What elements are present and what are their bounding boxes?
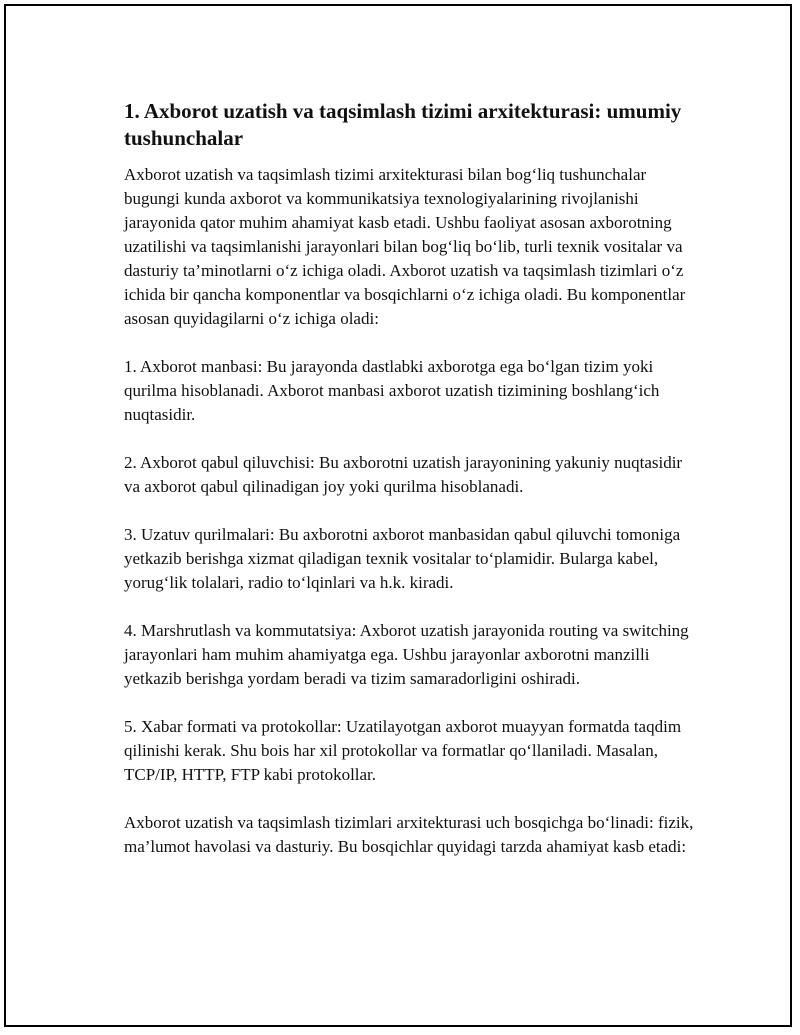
section-heading: 1. Axborot uzatish va taqsimlash tizimi arxitekturasi: umumiy tushunchalar: [124, 99, 682, 150]
list-item-uzatuv-qurilmalari: 3. Uzatuv qurilmalari: Bu axborotni axborot manbasidan qabul qiluvchi tomoniga yetkazib berishga xizmat qiladigan texnik vositalar to‘plamidir. Bularga kabel, yorug‘lik tolalari, radio to‘lqinlari va h.k. kiradi.: [124, 525, 681, 592]
list-item-protokollar: 5. Xabar formati va protokollar: Uzatilayotgan axborot muayyan formatda taqdim qilinishi kerak. Shu bois har xil protokollar va formatlar qo‘llaniladi. Masalan, TCP/IP, HTTP, FTP kabi protokollar.: [124, 717, 682, 784]
list-item-marshrutlash: 4. Marshrutlash va kommutatsiya: Axborot uzatish jarayonida routing va switching jarayonlari ham muhim ahamiyatga ega. Ushbu jarayonlar axborotni manzilli yetkazib berishga yordam beradi va tizim samaradorligini oshiradi.: [124, 621, 689, 688]
list-item-axborot-manbasi: 1. Axborot manbasi: Bu jarayonda dastlabki axborotga ega bo‘lgan tizim yoki qurilma hisoblanadi. Axborot manbasi axborot uzatish tizimining boshlang‘ich nuqtasidir.: [124, 357, 660, 424]
document-body: [124, 98, 694, 883]
list-item-qabul-qiluvchi: 2. Axborot qabul qiluvchisi: Bu axborotni uzatish jarayonining yakuniy nuqtasidir va axborot qabul qilinadigan joy yoki qurilma hisoblanadi.: [124, 453, 683, 496]
closing-paragraph: Axborot uzatish va taqsimlash tizimlari arxitekturasi uch bosqichga bo‘linadi: fizik, ma’lumot havolasi va dasturiy. Bu bosqichlar quyidagi tarzda ahamiyat kasb etadi:: [124, 813, 694, 856]
intro-paragraph: Axborot uzatish va taqsimlash tizimi arxitekturasi bilan bog‘liq tushunchalar bugungi kunda axborot va kommunikatsiya texnologiyalarining rivojlanishi jarayonida qator muhim ahamiyat kasb etadi. Ushbu faoliyat asosan axborotning uzatilishi va taqsimlanishi jarayonlari bilan bog‘liq bo‘lib, turli texnik vositalar va dasturiy ta’minotlarni o‘z ichiga oladi. Axborot uzatish va taqsimlash tizimlari o‘z ichida bir qancha komponentlar va bosqichlarni o‘z ichiga oladi. Bu komponentlar asosan quyidagilarni o‘z ichiga oladi:: [124, 165, 686, 328]
page-frame: [4, 4, 792, 1027]
